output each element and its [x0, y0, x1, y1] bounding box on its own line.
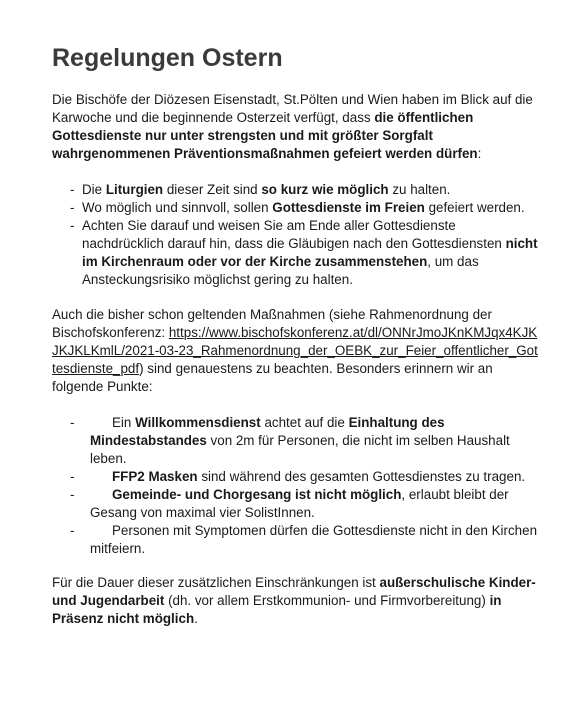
- bullet-dash: -: [70, 469, 75, 484]
- intro-paragraph: Die Bischöfe der Diözesen Eisenstadt, St.Pölten und Wien haben im Blick auf die Karwoche und die beginnende Osterzeit verfügt, dass die öffentlichen Gottesdienste nur unter strengsten und mit größter Sorgfalt wahrgenommenen Präventionsmaßnahmen gefeiert werden dürfen:: [52, 92, 533, 161]
- bullet-dash: -: [70, 523, 75, 538]
- bullet-dash: -: [70, 218, 75, 233]
- list-item: - Achten Sie darauf und weisen Sie am Ende aller Gottesdienste nachdrücklich darauf hin, dass die Gläubigen nach den Gottesdiensten nicht im Kirchenraum oder vor der Kirche zusammenstehen, um das Ansteckungsrisiko möglichst gering zu halten.: [70, 218, 538, 287]
- bullet-dash: -: [70, 415, 75, 430]
- list-item: - Ein Willkommensdienst achtet auf die Einhaltung des Mindestabstandes von 2m für Personen, die nicht im selben Haushalt leben.: [70, 415, 510, 466]
- liturgy-rules-list: [70, 181, 540, 289]
- list-item: - Personen mit Symptomen dürfen die Gottesdienste nicht in den Kirchen mitfeiern.: [70, 523, 538, 556]
- intro-emphasis: die öffentlichen Gottesdienste nur unter strengsten und mit größter Sorgfalt wahrgenommenen Präventionsmaßnahmen gefeiert werden dürfen: [52, 110, 478, 161]
- closing-paragraph: Für die Dauer dieser zusätzlichen Einschränkungen ist außerschulische Kinder- und Jugendarbeit (dh. vor allem Erstkommunion- und Firmvorbereitung) in Präsenz nicht möglich.: [52, 575, 536, 626]
- bullet-dash: -: [70, 182, 75, 197]
- list-item: - FFP2 Masken sind während des gesamten Gottesdienstes zu tragen.: [70, 469, 526, 484]
- bullet-dash: -: [70, 487, 75, 502]
- page-title: Regelungen Ostern: [52, 44, 283, 72]
- list-item: - Gemeinde- und Chorgesang ist nicht möglich, erlaubt bleibt der Gesang von maximal vier SolistInnen.: [70, 487, 509, 520]
- measures-paragraph: Auch die bisher schon geltenden Maßnahmen (siehe Rahmenordnung der Bischofskonferenz: https://www.bischofskonferenz.at/dl/ONNrJmoJKnKMJqx4KJKJKJKLKmlL/2021-03-23_Rahmenordnung_der_OEBK_zur_Feier_offentlicher_Gottesdienste_pdf) sind genauestens zu beachten. Besonders erinnern wir an folgende Punkte:: [52, 307, 538, 394]
- rahmenordnung-link[interactable]: https://www.bischofskonferenz.at/dl/ONNrJmoJKnKMJqx4KJKJKJKLKmlL/2021-03-23_Rahmenordnung_der_OEBK_zur_Feier_offentlicher_Gottesdienste_pdf: [52, 325, 538, 376]
- list-item: - Wo möglich und sinnvoll, sollen Gottesdienste im Freien gefeiert werden.: [70, 200, 525, 215]
- bullet-dash: -: [70, 200, 75, 215]
- list-item: - Die Liturgien dieser Zeit sind so kurz wie möglich zu halten.: [70, 182, 451, 197]
- measures-list: [70, 414, 540, 558]
